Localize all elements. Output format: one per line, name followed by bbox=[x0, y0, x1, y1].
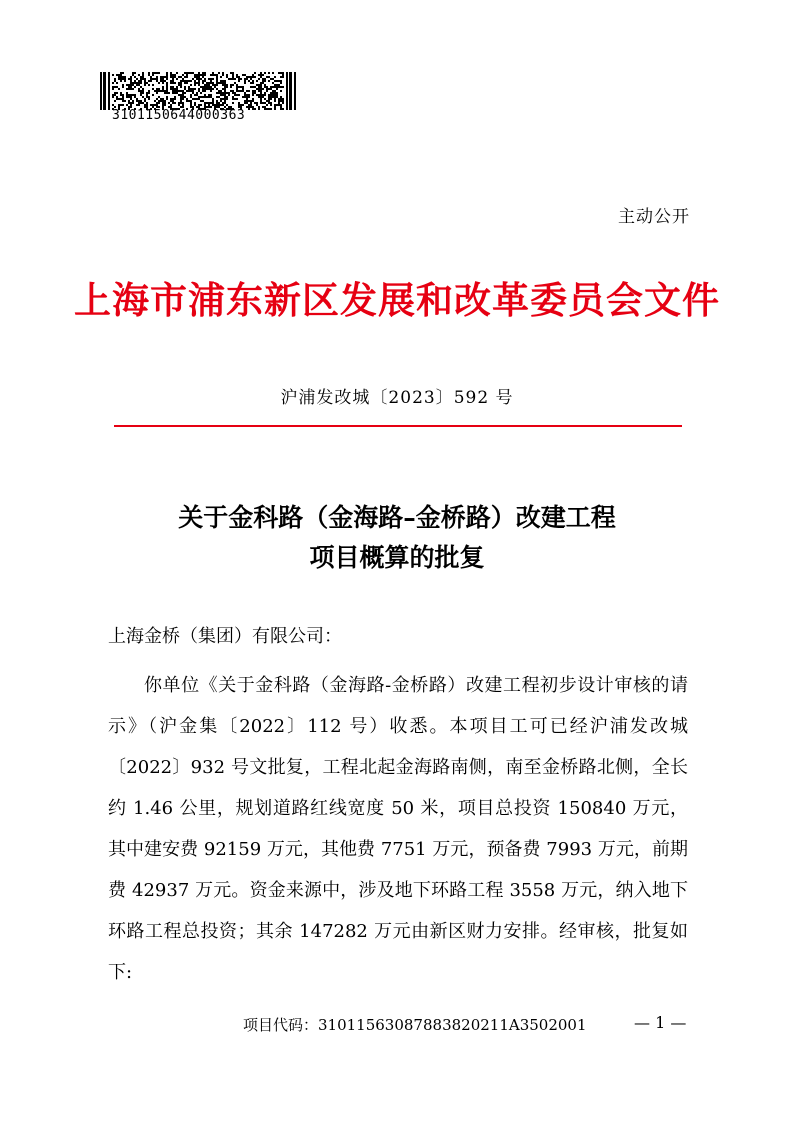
red-divider-line bbox=[114, 425, 682, 427]
addressee: 上海金桥（集团）有限公司： bbox=[108, 626, 342, 647]
document-title bbox=[0, 498, 794, 578]
title-line-2: 项目概算的批复 bbox=[309, 543, 485, 572]
document-number: 沪浦发改城〔2023〕592 号 bbox=[280, 388, 514, 408]
barcode-number: 3101150644000363 bbox=[112, 108, 246, 123]
issuing-authority-title: 上海市浦东新区发展和改革委员会文件 bbox=[74, 278, 720, 322]
project-code: 项目代码：31011563087883820211A3502001 bbox=[243, 1016, 587, 1034]
visibility-label: 主动公开 bbox=[618, 207, 690, 227]
barcode-image bbox=[100, 72, 296, 110]
page-number: — 1 — bbox=[634, 1013, 687, 1032]
title-line-1: 关于金科路（金海路–金桥路）改建工程 bbox=[178, 503, 616, 532]
body-paragraph: 你单位《关于金科路（金海路-金桥路）改建工程初步设计审核的请示》（沪金集〔2022〕112 号）收悉。本项目工可已经沪浦发改城〔2022〕932 号文批复，工程北起金海路南侧，南至金桥路北侧，全长约 1.46 公里，规划道路红线宽度 50 米，项目总投资 150840 万元，其中建安费 92159 万元，其他费 7751 万元，预备费 7993 万元，前期费 42937 万元。资金来源中，涉及地下环路工程 3558 万元，纳入地下环路工程总投资；其余 147282 万元由新区财力安排。经审核，批复如下: bbox=[108, 675, 688, 983]
